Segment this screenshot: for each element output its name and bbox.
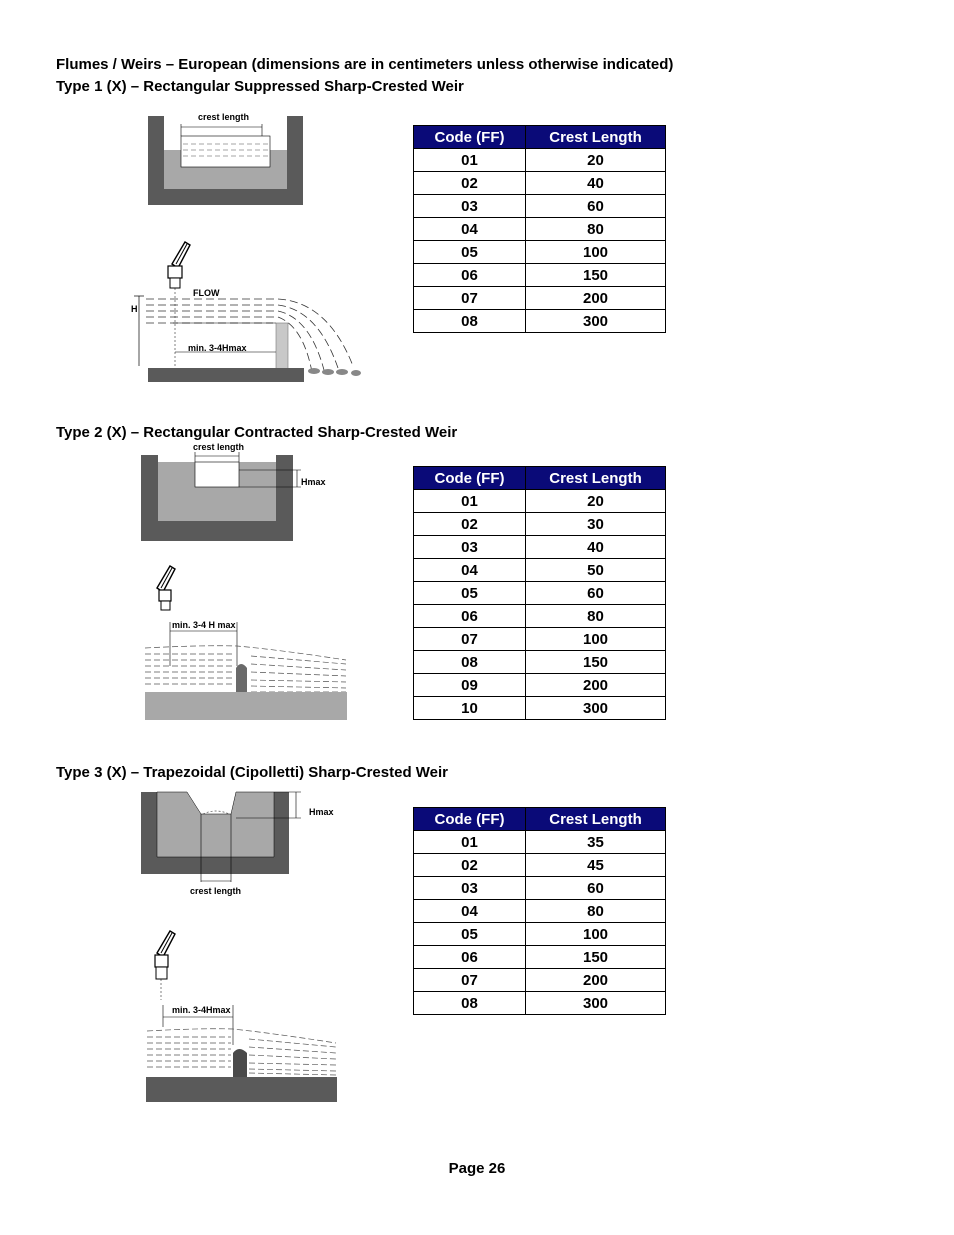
table-row [414,264,666,287]
type1-code-table [413,125,666,333]
crest-length-cell: 60 [526,582,666,605]
crest-length-cell: 20 [526,490,666,513]
crest-length-cell: 40 [526,536,666,559]
type1-flow-label: FLOW [193,288,220,298]
table-header-row [414,126,666,149]
table-row [414,605,666,628]
code-cell: 01 [414,831,526,854]
code-cell: 04 [414,218,526,241]
code-cell: 05 [414,241,526,264]
type2-hmax-label: Hmax [301,477,326,487]
table-header-row [414,467,666,490]
section-1-heading: Type 1 (X) – Rectangular Suppressed Sharp-Crested Weir [56,78,464,95]
type2-sensor-icon [157,566,175,610]
code-cell: 02 [414,513,526,536]
type3-front-view-diagram [141,790,341,900]
type3-sensor-icon [155,931,175,1000]
column-header-code: Code (FF) [414,126,526,149]
type2-code-table [413,466,666,720]
crest-length-cell: 80 [526,900,666,923]
code-cell: 04 [414,559,526,582]
code-cell: 06 [414,264,526,287]
code-cell: 04 [414,900,526,923]
type3-code-table [413,807,666,1015]
table-header-row [414,808,666,831]
page-title: Flumes / Weirs – European (dimensions are in centimeters unless otherwise indicated) [56,56,674,73]
column-header-crest-length: Crest Length [526,467,666,490]
code-cell: 01 [414,149,526,172]
type2-crest-label: crest length [193,442,245,452]
table-row [414,697,666,720]
table-row [414,923,666,946]
crest-length-cell: 60 [526,195,666,218]
crest-length-cell: 80 [526,605,666,628]
table-row [414,651,666,674]
table-row [414,149,666,172]
type2-front-view-diagram [141,440,341,544]
table-row [414,946,666,969]
section-2-heading: Type 2 (X) – Rectangular Contracted Sharp-Crested Weir [56,424,458,441]
crest-length-cell: 200 [526,287,666,310]
column-header-code: Code (FF) [414,467,526,490]
type3-hmax-label: Hmax [309,807,334,817]
code-cell: 06 [414,946,526,969]
table-row [414,287,666,310]
type1-h-label: H [131,304,138,314]
crest-length-cell: 100 [526,923,666,946]
code-cell: 07 [414,628,526,651]
crest-length-cell: 30 [526,513,666,536]
table-row [414,195,666,218]
code-cell: 08 [414,310,526,333]
code-cell: 07 [414,287,526,310]
table-row [414,490,666,513]
table-row [414,241,666,264]
type1-side-view-diagram [128,226,368,386]
code-cell: 03 [414,877,526,900]
crest-length-cell: 100 [526,241,666,264]
code-cell: 01 [414,490,526,513]
table-row [414,628,666,651]
column-header-crest-length: Crest Length [526,808,666,831]
section-3-heading: Type 3 (X) – Trapezoidal (Cipolletti) Sharp-Crested Weir [56,764,449,781]
crest-length-cell: 150 [526,264,666,287]
code-cell: 05 [414,923,526,946]
crest-length-cell: 60 [526,877,666,900]
code-cell: 02 [414,172,526,195]
crest-length-cell: 35 [526,831,666,854]
type3-side-view-diagram [141,925,341,1107]
code-cell: 06 [414,605,526,628]
crest-length-cell: 100 [526,628,666,651]
type1-front-view-diagram [148,110,308,208]
code-cell: 08 [414,651,526,674]
table-row [414,513,666,536]
crest-length-cell: 200 [526,674,666,697]
crest-length-cell: 300 [526,310,666,333]
crest-length-cell: 50 [526,559,666,582]
column-header-code: Code (FF) [414,808,526,831]
code-cell: 05 [414,582,526,605]
crest-length-cell: 20 [526,149,666,172]
table-row [414,854,666,877]
table-row [414,582,666,605]
table-row [414,536,666,559]
type3-min-label: min. 3-4Hmax [172,1005,231,1015]
table-row [414,831,666,854]
type1-sensor-icon [168,242,190,366]
type2-side-view-diagram [141,560,353,722]
crest-length-cell: 200 [526,969,666,992]
code-cell: 03 [414,195,526,218]
table-row [414,969,666,992]
code-cell: 09 [414,674,526,697]
type2-min-label: min. 3-4 H max [172,620,236,630]
page-number: Page 26 [448,1160,506,1177]
column-header-crest-length: Crest Length [526,126,666,149]
code-cell: 10 [414,697,526,720]
table-row [414,674,666,697]
crest-length-cell: 150 [526,651,666,674]
code-cell: 03 [414,536,526,559]
table-row [414,218,666,241]
code-cell: 08 [414,992,526,1015]
crest-length-cell: 45 [526,854,666,877]
table-row [414,900,666,923]
crest-length-cell: 300 [526,992,666,1015]
crest-length-cell: 40 [526,172,666,195]
crest-length-cell: 80 [526,218,666,241]
table-row [414,172,666,195]
table-row [414,992,666,1015]
type3-crest-label: crest length [190,886,242,896]
table-row [414,310,666,333]
code-cell: 07 [414,969,526,992]
type1-min-label: min. 3-4Hmax [188,343,247,353]
table-row [414,877,666,900]
code-cell: 02 [414,854,526,877]
crest-length-cell: 300 [526,697,666,720]
table-row [414,559,666,582]
crest-length-cell: 150 [526,946,666,969]
type1-crest-label: crest length [198,112,250,122]
